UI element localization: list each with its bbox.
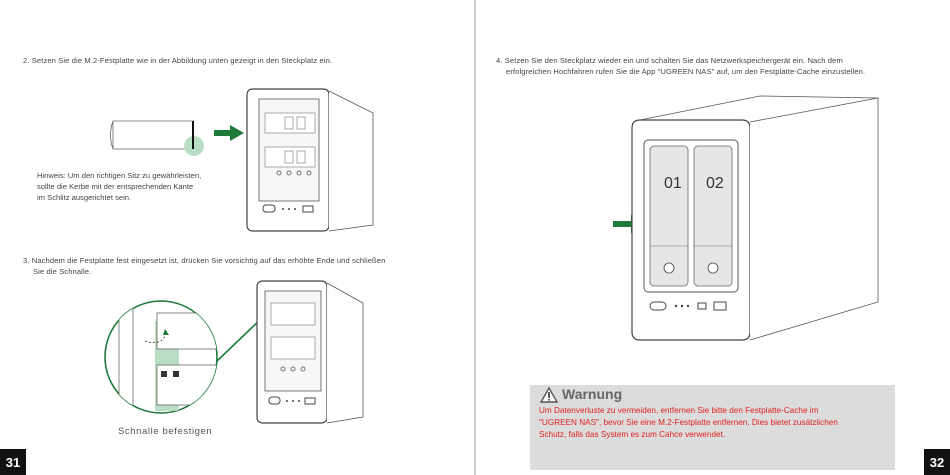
m2-drive-illustration [105,115,215,165]
bay-label-02: 02 [706,175,724,192]
step-4-line: 4. Setzen Sie den Steckplatz wieder ein und schalten Sie das Netzwerkspeichergerät ein. Nach dem [496,56,843,65]
warning-line: Um Datenverluste zu vermeiden, entfernen Sie bitte den Festplatte-Cache im [539,406,819,415]
warning-text [539,405,894,441]
step-3-line: 3. Nachdem die Festplatte fest eingesetzt ist, drücken Sie vorsichtig auf das erhöhte Ende und schließen [23,256,386,265]
hint-line: im Schlitz ausgerichtet sein. [37,193,132,202]
nas-open-illustration-top [245,85,375,235]
buckle-zoom-illustration [105,283,265,433]
hint-line: sollte die Kerbe mit der entsprechenden Kante [37,182,194,191]
bay-label-01: 01 [664,175,682,192]
nas-open-illustration-bottom [255,277,365,427]
hint-text [37,170,201,203]
step-2-text: 2. Setzen Sie die M.2-Festplatte wie in der Abbildung unten gezeigt in den Steckplatz ein. [23,56,333,65]
warning-line: Schutz, falls das System es zum Cahce verwendet. [539,430,726,439]
arrow-right-icon [214,125,244,141]
warning-triangle-icon [540,387,558,403]
step-3-text [23,255,385,277]
page-number-right: 32 [924,449,950,475]
nas-closed-illustration [630,96,880,341]
warning-title: Warnung [562,386,623,402]
warning-line: "UGREEN NAS", bevor Sie eine M.2-Festplatte entfernen. Dies bietet zusätzlichen [539,418,838,427]
hint-line: Hinweis: Um den richtigen Sitz zu gewährleisten, [37,171,202,180]
page-gutter [474,0,476,475]
page-number-left: 31 [0,449,26,475]
step-3-line: Sie die Schnalle. [33,267,92,276]
illustration-caption: Schnalle befestigen [118,426,213,437]
step-4-line: erfolgreichen Hochfahren rufen Sie die App "UGREEN NAS" auf, um den Festplatte-Cache einzustellen. [506,67,866,76]
step-4-text [496,55,865,77]
